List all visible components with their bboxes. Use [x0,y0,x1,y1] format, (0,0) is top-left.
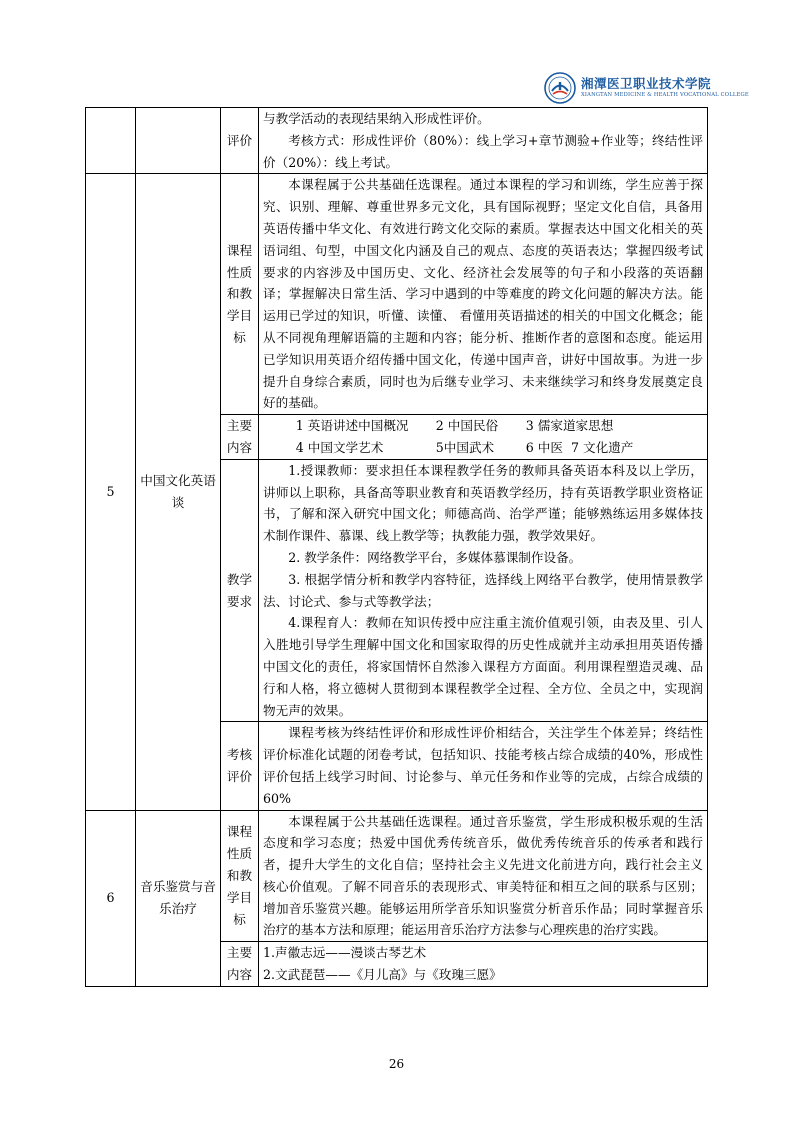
row-label: 考核评价 [221,722,259,810]
paragraph: 4.课程育人：教师在知识传授中应注重主流价值观引领，由表及里、引人入胜地引导学生理解中国文化和国家取得的历史性成就并主动承担用英语传播中国文化的责任，将家国情怀自然渗入课程方方面面。利用课程塑造灵魂、品行和人格，将立德树人贯彻到本课程教学全过程、全方位、全员之中，实现润物无声的效果。 [263,615,703,718]
course-name: 音乐鉴赏与音乐治疗 [136,810,221,986]
course-name: 中国文化英语谈 [136,174,221,810]
paragraph: 本课程属于公共基础任选课程。通过本课程的学习和训练，学生应善于探究、识别、理解、尊重世界多元文化，具有国际视野；坚定文化自信，具备用英语传播中华文化、有效进行跨文化交际的素质。掌握表达中国文化相关的英语词组、句型，中国文化内涵及自己的观点、态度的英语表达；掌握四级考试要求的内容涉及中国历史、文化、经济社会发展等的句子和小段落的英语翻译；掌握解决日常生活、学习中遇到的中等难度的跨文化问题的解决方法。能运用已学过的知识，听懂、读懂、 看懂用英语描述的相关的中国文化概念；能从不同视角理解语篇的主题和内容；能分析、推断作者的意图和态度。能运用已学知识用英语介绍传播中国文化，传递中国声音，讲好中国故事。为进一步提升自身综合素质，同时也为后继专业学习、未来继续学习和终身发展奠定良好的基础。 [263,177,703,411]
course-number: 6 [86,810,136,986]
row-label: 课程性质和教学目标 [221,174,259,415]
course-nature-text [259,174,708,415]
paragraph: 与教学活动的表现结果纳入形成性评价。 [263,111,490,126]
row-label: 主要内容 [221,942,259,987]
school-name-en: XIANGTAN MEDICINE & HEALTH VOCATIONAL COLLEGE [581,92,749,98]
list-item: 5中国武术 [435,439,495,455]
number-cell [86,108,136,174]
school-name: 湘潭医卫职业技术学院 [581,76,712,91]
list-item: 6 中医 7 文化遗产 [525,439,634,455]
list-item: 4 中国文学艺术 [295,439,384,455]
paragraph: 2. 教学条件：网络教学平台，多媒体慕课制作设备。 [288,549,582,565]
school-logo [544,72,576,104]
teaching-requirements-text [259,459,708,722]
paragraph: 本课程属于公共基础任选课程。通过音乐鉴赏，学生形成积极乐观的生活态度和学习态度；热爱中国优秀传统音乐，做优秀传统音乐的传承者和践行者，提升大学生的文化自信；坚持社会主义先进文化前进方向，践行社会主义核心价值观。了解不同音乐的表现形式、审美特征和相互之间的联系与区别；增加音乐鉴赏兴趣。能够运用所学音乐知识鉴赏分析音乐作品；同时掌握音乐治疗的基本方法和原理；能运用音乐治疗方法参与心理疾患的治疗实践。 [263,813,703,938]
name-cell [136,108,221,174]
list-item: 2.文武琵琶——《月儿高》与《玫瑰三愿》 [263,967,502,983]
table-row [86,810,708,942]
main-content-text [259,942,708,987]
list-item: 1 英语讲述中国概况 [295,418,409,434]
evaluation-text [259,108,708,174]
row-label: 评价 [221,108,259,174]
paragraph: 考核方式：形成性评价（80%）：线上学习+章节测验+作业等；终结性评价（20%）：线上考试。 [263,132,703,170]
paragraph: 1.授课教师：要求担任本课程教学任务的教师具备英语本科及以上学历，讲师以上职称，具备高等职业教育和英语教学经历，持有英语教学职业资格证书，了解和深入研究中国文化；师德高尚、治学严谨；能够熟练运用多媒体技术制作课件、慕课、线上教学等；执教能力强，教学效果好。 [263,462,703,544]
row-label: 课程性质和教学目标 [221,810,259,942]
course-table [85,107,708,987]
list-item: 1.声徽志远——漫谈古琴艺术 [263,945,427,961]
course-nature-text [259,810,708,942]
paragraph: 3. 根据学情分析和教学内容特征，选择线上网络平台教学，使用情景教学法、讨论式、参与式等教学法； [263,571,703,609]
paragraph: 课程考核为终结性评价和形成性评价相结合，关注学生个体差异；终结性评价标准化试题的闭卷考试，包括知识、技能考核占综合成绩的40%，形成性评价包括上线学习时间、讨论参与、单元任务和作业等的完成，占综合成绩的60% [263,725,703,806]
list-item: 3 儒家道家思想 [525,418,614,434]
table-row [86,108,708,174]
row-label: 教学要求 [221,459,259,722]
row-label: 主要内容 [221,415,259,460]
list-item: 2 中国民俗 [435,418,499,434]
topic-list [296,415,703,459]
table-row [86,174,708,415]
main-content-text [259,415,708,460]
assessment-text [259,722,708,810]
page-number: 26 [388,1057,405,1071]
course-number: 5 [86,174,136,810]
